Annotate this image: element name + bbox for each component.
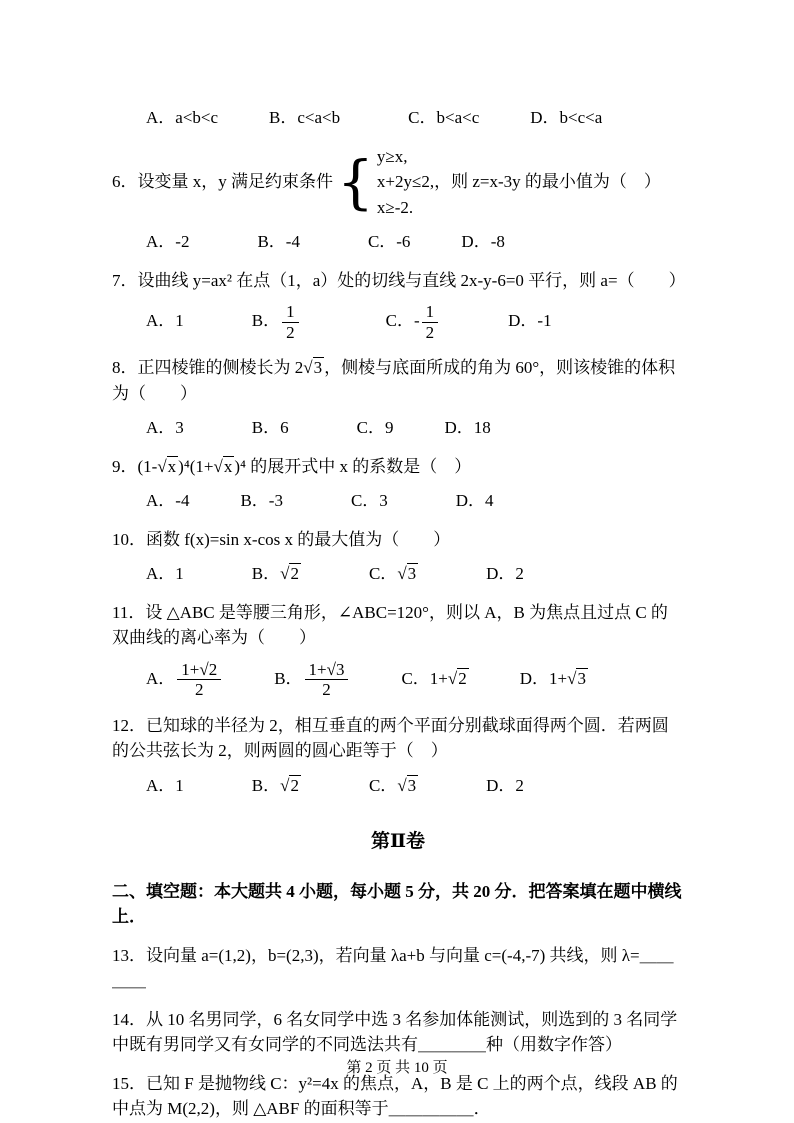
- question-text: 6．设变量 x，y 满足约束条件: [112, 172, 333, 191]
- radicand: 3: [407, 775, 417, 795]
- sqrt-expression: √3: [397, 564, 417, 584]
- section-instructions: 二、填空题：本大题共 4 小题，每小题 5 分，共 20 分．把答案填在题中横线上．: [112, 881, 682, 927]
- constraint-list: [377, 144, 434, 221]
- fraction-denominator: 2: [282, 322, 299, 343]
- options-row: A．-4 B．-3 C．3 D．4: [146, 491, 494, 511]
- question-text: 13．设向量 a=(1,2)，b=(2,3)，若向量 λa+b 与向量 c=(-4,-7) 共线，则 λ=＿＿＿＿: [112, 945, 674, 991]
- radicand: 2: [290, 564, 299, 584]
- sqrt-expression: √2: [280, 775, 299, 795]
- question-text: 14．从 10 名男同学，6 名女同学中选 3 名参加体能测试，则选到的 3 名同学中既有男同学又有女同学的不同选法共有＿＿＿＿种（用数字作答）: [112, 1009, 678, 1055]
- fraction-denominator: 2: [422, 322, 439, 343]
- radicand: 3: [407, 564, 417, 584]
- options-row: A．1 B．√2 C．√3 D．2: [146, 564, 524, 584]
- options-row: A．-2 B．-4 C．-6 D．-8: [146, 232, 505, 251]
- options-row: A． $\frac{1+√2}{2}$ B． $\frac{1+√3}{2}$ C．1+√2 D．1+√3: [146, 659, 586, 700]
- fraction-numerator: 1+√3: [308, 659, 345, 679]
- sqrt-expression: √2: [447, 668, 467, 688]
- options-row: A．1 B．√2 C．√3 D．2: [146, 775, 524, 795]
- constraint-item: y≥x,: [376, 146, 408, 166]
- question-text: 10．函数 f(x)=sin x-cos x 的最大值为（ ）: [112, 529, 451, 549]
- fraction: [177, 660, 221, 700]
- fraction-numerator: 1: [286, 302, 295, 321]
- radicand: x: [223, 456, 233, 476]
- radicand: x: [167, 456, 177, 476]
- document-content: [112, 105, 684, 1122]
- constraint-item: x≥-2.: [376, 197, 414, 217]
- section-title: 第Ⅱ卷: [370, 831, 425, 853]
- fraction-denominator: 2: [177, 679, 221, 700]
- fraction: [305, 660, 349, 700]
- sqrt-expression: √2: [280, 564, 299, 584]
- radicand: 3: [313, 358, 323, 378]
- page-footer: 第 2 页 共 10 页: [346, 1060, 448, 1076]
- sqrt-expression: √3: [567, 668, 586, 688]
- question-text: 11．设 △ABC 是等腰三角形，∠ABC=120°，则以 A，B 为焦点且过点 C 的双曲线的离心率为（ ）: [112, 602, 668, 648]
- question-text: ，则 z=x-3y 的最小值为（ ）: [434, 172, 661, 191]
- question-text: 8．正四棱锥的侧棱长为 2√3 ，侧棱与底面所成的角为 60°，则该棱锥的体积为（ ）: [112, 358, 676, 403]
- options-row: A．1 B． $\frac{1}{2}$ C．- $\frac{1}{2}$ D．-1: [146, 302, 552, 342]
- left-brace: {: [337, 147, 374, 216]
- sqrt-expression: √x: [157, 456, 177, 476]
- question-with-constraint-system: [112, 144, 684, 221]
- fraction: [282, 302, 299, 342]
- radicand: 3: [577, 668, 586, 688]
- options-row: A．a<b<c B．c<a<b C．b<a<c D．b<c<a: [146, 108, 603, 127]
- question-text: 7．设曲线 y=ax² 在点（1，a）处的切线与直线 2x-y-6=0 平行，则 a=（ ）: [112, 270, 686, 290]
- sqrt-expression: √3: [303, 358, 323, 378]
- constraint-item: x+2y≤2,: [376, 172, 435, 191]
- sqrt-expression: √x: [213, 456, 233, 476]
- fraction-numerator: 1: [425, 302, 435, 321]
- fraction-denominator: 2: [305, 679, 349, 700]
- question-text: 9．(1-√x )⁴(1+√x )⁴ 的展开式中 x 的系数是（ ）: [112, 456, 472, 476]
- question-text: 15．已知 F 是抛物线 C：y²=4x 的焦点，A，B 是 C 上的两个点，线段 AB 的中点为 M(2,2)，则 △ABF 的面积等于＿＿＿＿＿．: [112, 1073, 678, 1119]
- options-row: A．3 B．6 C．9 D．18: [146, 418, 491, 438]
- fraction: [422, 302, 439, 342]
- sqrt-expression: √3: [397, 775, 417, 795]
- question-text: 12．已知球的半径为 2，相互垂直的两个平面分别截球面得两个圆．若两圆的公共弦长为 2，则两圆的圆心距等于（ ）: [112, 715, 669, 761]
- radicand: 2: [458, 668, 467, 688]
- fraction-numerator: 1+√2: [181, 659, 218, 679]
- radicand: 2: [290, 775, 299, 795]
